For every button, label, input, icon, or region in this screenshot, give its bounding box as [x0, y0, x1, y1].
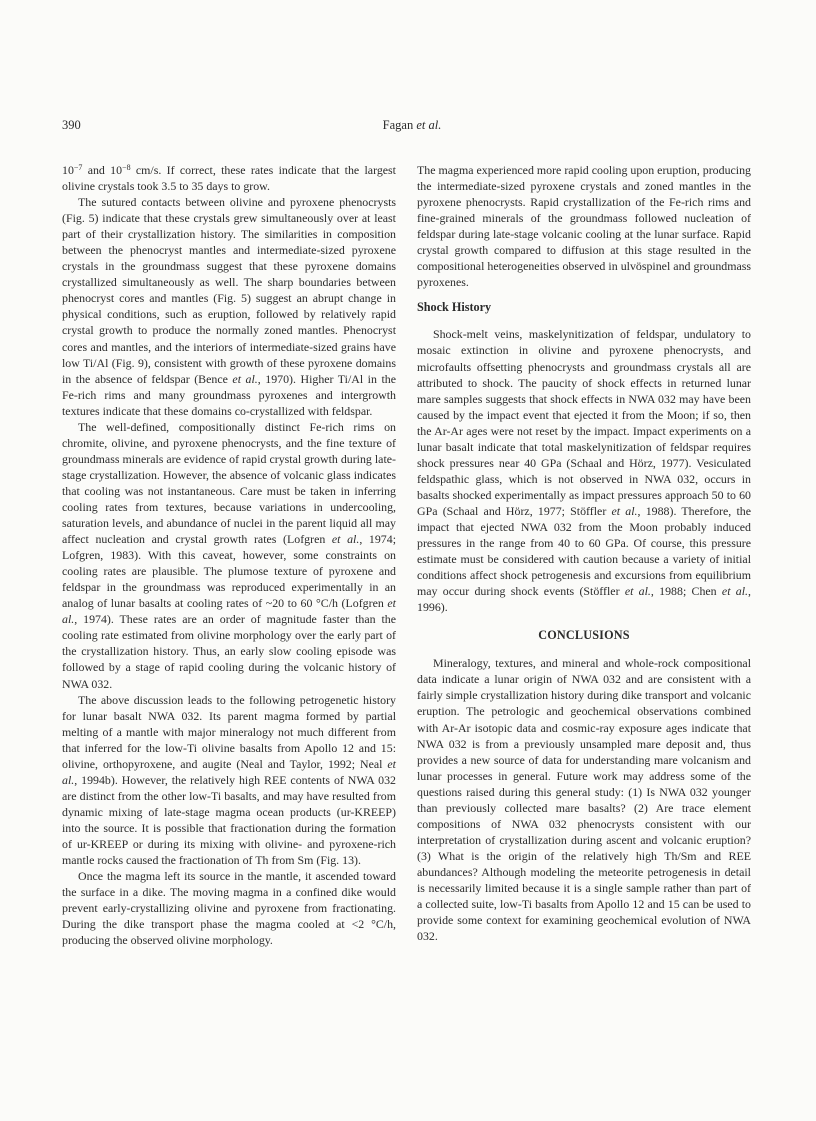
citation-etal: et al.: [624, 584, 651, 599]
text-segment: cm/s. If correct, these rates indicate that the largest olivine crystals took 3.5 to 35 days to grow.: [62, 163, 396, 194]
text-segment: , 1994b). However, the relatively high REE contents of NWA 032 are distinct from the other low-Ti basalts, and may have resulted from dynamic mixing of late-stage magma ocean products (ur-KREEP) into the source. It is possible that fractionation during the formation of ur-KREEP or during its mixing with olivine- and pyroxene-rich mantle rocks caused the fractionation of Th from Sm (Fig. 13).: [62, 772, 396, 868]
paragraph-fe-rich-rims: [62, 419, 396, 692]
citation-etal: et al.: [331, 532, 360, 547]
citation-etal: et al.: [611, 503, 638, 518]
paragraph-magma-ascent: Once the magma left its source in the mantle, it ascended toward the surface in a dike. The moving magma in a confined dike would prevent early-crystallizing olivine and pyroxene from fractionating. During the dike transport phase the magma cooled at <2 °C/h, producing the observed olivine morphology.: [62, 869, 396, 948]
paragraph-growth-rates: [62, 162, 396, 194]
section-heading-conclusions: CONCLUSIONS: [538, 628, 630, 643]
text-segment: , 1996).: [417, 584, 751, 615]
text-segment: , 1974). These rates are an order of magnitude faster than the cooling rate estimated from olivine morphology over the early part of the crystallization history. Thus, an early slow cooling episode was followed by a stage of rapid cooling during the volcanic history of NWA 032.: [62, 612, 396, 691]
running-head: [62, 118, 762, 136]
citation-etal: et al.: [62, 596, 396, 627]
paragraph-shock-history: [417, 326, 751, 615]
running-title-author: Fagan: [382, 118, 414, 132]
text-segment: , 1970). Higher Ti/Al in the Fe-rich rims and many groundmass pyroxenes and intergrowth textures indicate that these domains co-crystallized with feldspar.: [62, 371, 396, 418]
running-title: [62, 118, 762, 133]
text-segment: The above discussion leads to the following petrogenetic history for lunar basalt NWA 032. Its parent magma formed by partial melting of a mantle with major mineralogy not much different from that inferred for the low-Ti olivine basalts from Apollo 12 and 15: olivine, orthopyroxene, and augite (Neal and Taylor, 1992; Neal: [62, 692, 396, 771]
exponent: −8: [122, 163, 131, 172]
text-segment: , 1988). Therefore, the impact that ejected NWA 032 from the Moon probably induced pressures in the range from 40 to 60 GPa. Of course, this pressure estimate must be considered with caution because a variety of initial conditions affect shock petrogenesis and excursions from equilibrium may occur during shock events (Stöffler: [417, 503, 751, 599]
page-number: 390: [62, 118, 81, 132]
exponent: −7: [73, 163, 83, 172]
text-segment: , 1988; Chen: [650, 584, 722, 599]
paragraph-conclusions: Mineralogy, textures, and mineral and whole-rock compositional data indicate a lunar origin of NWA 032 and are consistent with a fairly simple crystallization history during dike transport and volcanic eruption. The petrologic and geochemical observations combined with Ar-Ar isotopic data and cosmic-ray exposure ages indicate that NWA 032 is from a previously unsampled mare deposit and, thus provides a new source of data for understanding mare volcanism and lunar processes in general. Future work may address some of the questions raised during this general study: (1) Is NWA 032 younger than previously collected mare basalts? (2) Are trace element compositions of NWA 032 phenocrysts consistent with our interpretation of crystallization during ascent and volcanic eruption? (3) What is the origin of the relatively high Th/Sm and REE abundances? Although modeling the meteorite petrogenesis in detail is necessarily limited because it is a single sample rather than part of a collected suite, low-Ti basalts from Apollo 12 and 15 can be used to provide some context for examining geochemical evolution of NWA 032.: [417, 656, 751, 944]
text-segment: The well-defined, compositionally distinct Fe-rich rims on chromite, olivine, and pyroxene phenocrysts, and the fine texture of groundmass minerals are evidence of rapid crystal growth during late-stage crystallization. However, the absence of volcanic glass indicates that cooling was not instantaneous. Care must be taken in inferring cooling rates from textures, because variations in undercooling, saturation levels, and abundance of nuclei in the parent liquid all may affect nucleation and crystal growth rates (Lofgren: [62, 419, 396, 547]
text-segment: , 1974; Lofgren, 1983). With this caveat, however, some constraints on cooling rates are plausible. The plumose texture of pyroxene and feldspar in the groundmass was reproduced experimentally in an analog of lunar basalts at cooling rates of ~20 to 60 °C/h (Lofgren: [62, 532, 396, 611]
citation-etal: et al.: [232, 371, 258, 386]
running-title-etal: et al.: [416, 118, 442, 132]
text-segment: The sutured contacts between olivine and pyroxene phenocrysts (Fig. 5) indicate that these crystals grew simultaneously over at least part of their crystallization history. The similarities in composition between the phenocryst mantles and intermediate-sized pyroxene crystals in the groundmass suggest that these pyroxene domains crystallized simultaneously as well. The sharp boundaries between phenocryst cores and mantles (Fig. 5) suggest an abrupt change in physical conditions, such as eruption, followed by relatively rapid crystal growth to produce the normally zoned mantles. Phenocryst cores and mantles, and the interiors of intermediate-sized grains have low Ti/Al (Fig. 9), consistent with growth of these pyroxene domains in the absence of feldspar (Bence: [62, 195, 396, 386]
paragraph-eruption-cooling: The magma experienced more rapid cooling upon eruption, producing the intermediate-sized pyroxene crystals and zoned mantles in the pyroxene phenocrysts. Rapid crystallization of the Fe-rich rims and fine-grained minerals of the groundmass followed nucleation of feldspar during late-stage volcanic cooling at the lunar surface. Rapid crystal growth compared to diffusion at this stage resulted in the compositional heterogeneities observed in ulvöspinel and groundmass pyroxenes.: [417, 163, 751, 290]
section-heading-shock-history: Shock History: [417, 300, 492, 315]
citation-etal: et al.: [721, 584, 749, 599]
paragraph-sutured-contacts: [62, 194, 396, 419]
text-segment: and 10: [82, 163, 123, 177]
citation-etal: et al.: [62, 756, 396, 787]
left-column: [62, 162, 396, 948]
text-segment: Shock-melt veins, maskelynitization of feldspar, undulatory to mosaic extinction in olivine and pyroxene phenocrysts, and microfaults offsetting phenocrysts and groundmass crystals all are attributed to shock. The paucity of shock effects in returned lunar mare samples suggests that shock effects in NWA 032 may have been caused by the impact event that ejected it from the Moon; if so, then the Ar-Ar ages were not reset by the impact. Impact experiments on a lunar basalt indicate that total maskelynitization of feldspar requires shock pressures near 40 GPa (Schaal and Hörz, 1977). Vesiculated feldspathic glass, which is not observed in NWA 032, occurs in basalts shocked experimentally as impact pressures approach 50 to 60 GPa (Schaal and Hörz, 1977; Stöffler: [417, 327, 751, 518]
paragraph-petrogenetic-history: [62, 692, 396, 869]
text-segment: 10: [62, 163, 74, 177]
right-column: [417, 162, 751, 944]
